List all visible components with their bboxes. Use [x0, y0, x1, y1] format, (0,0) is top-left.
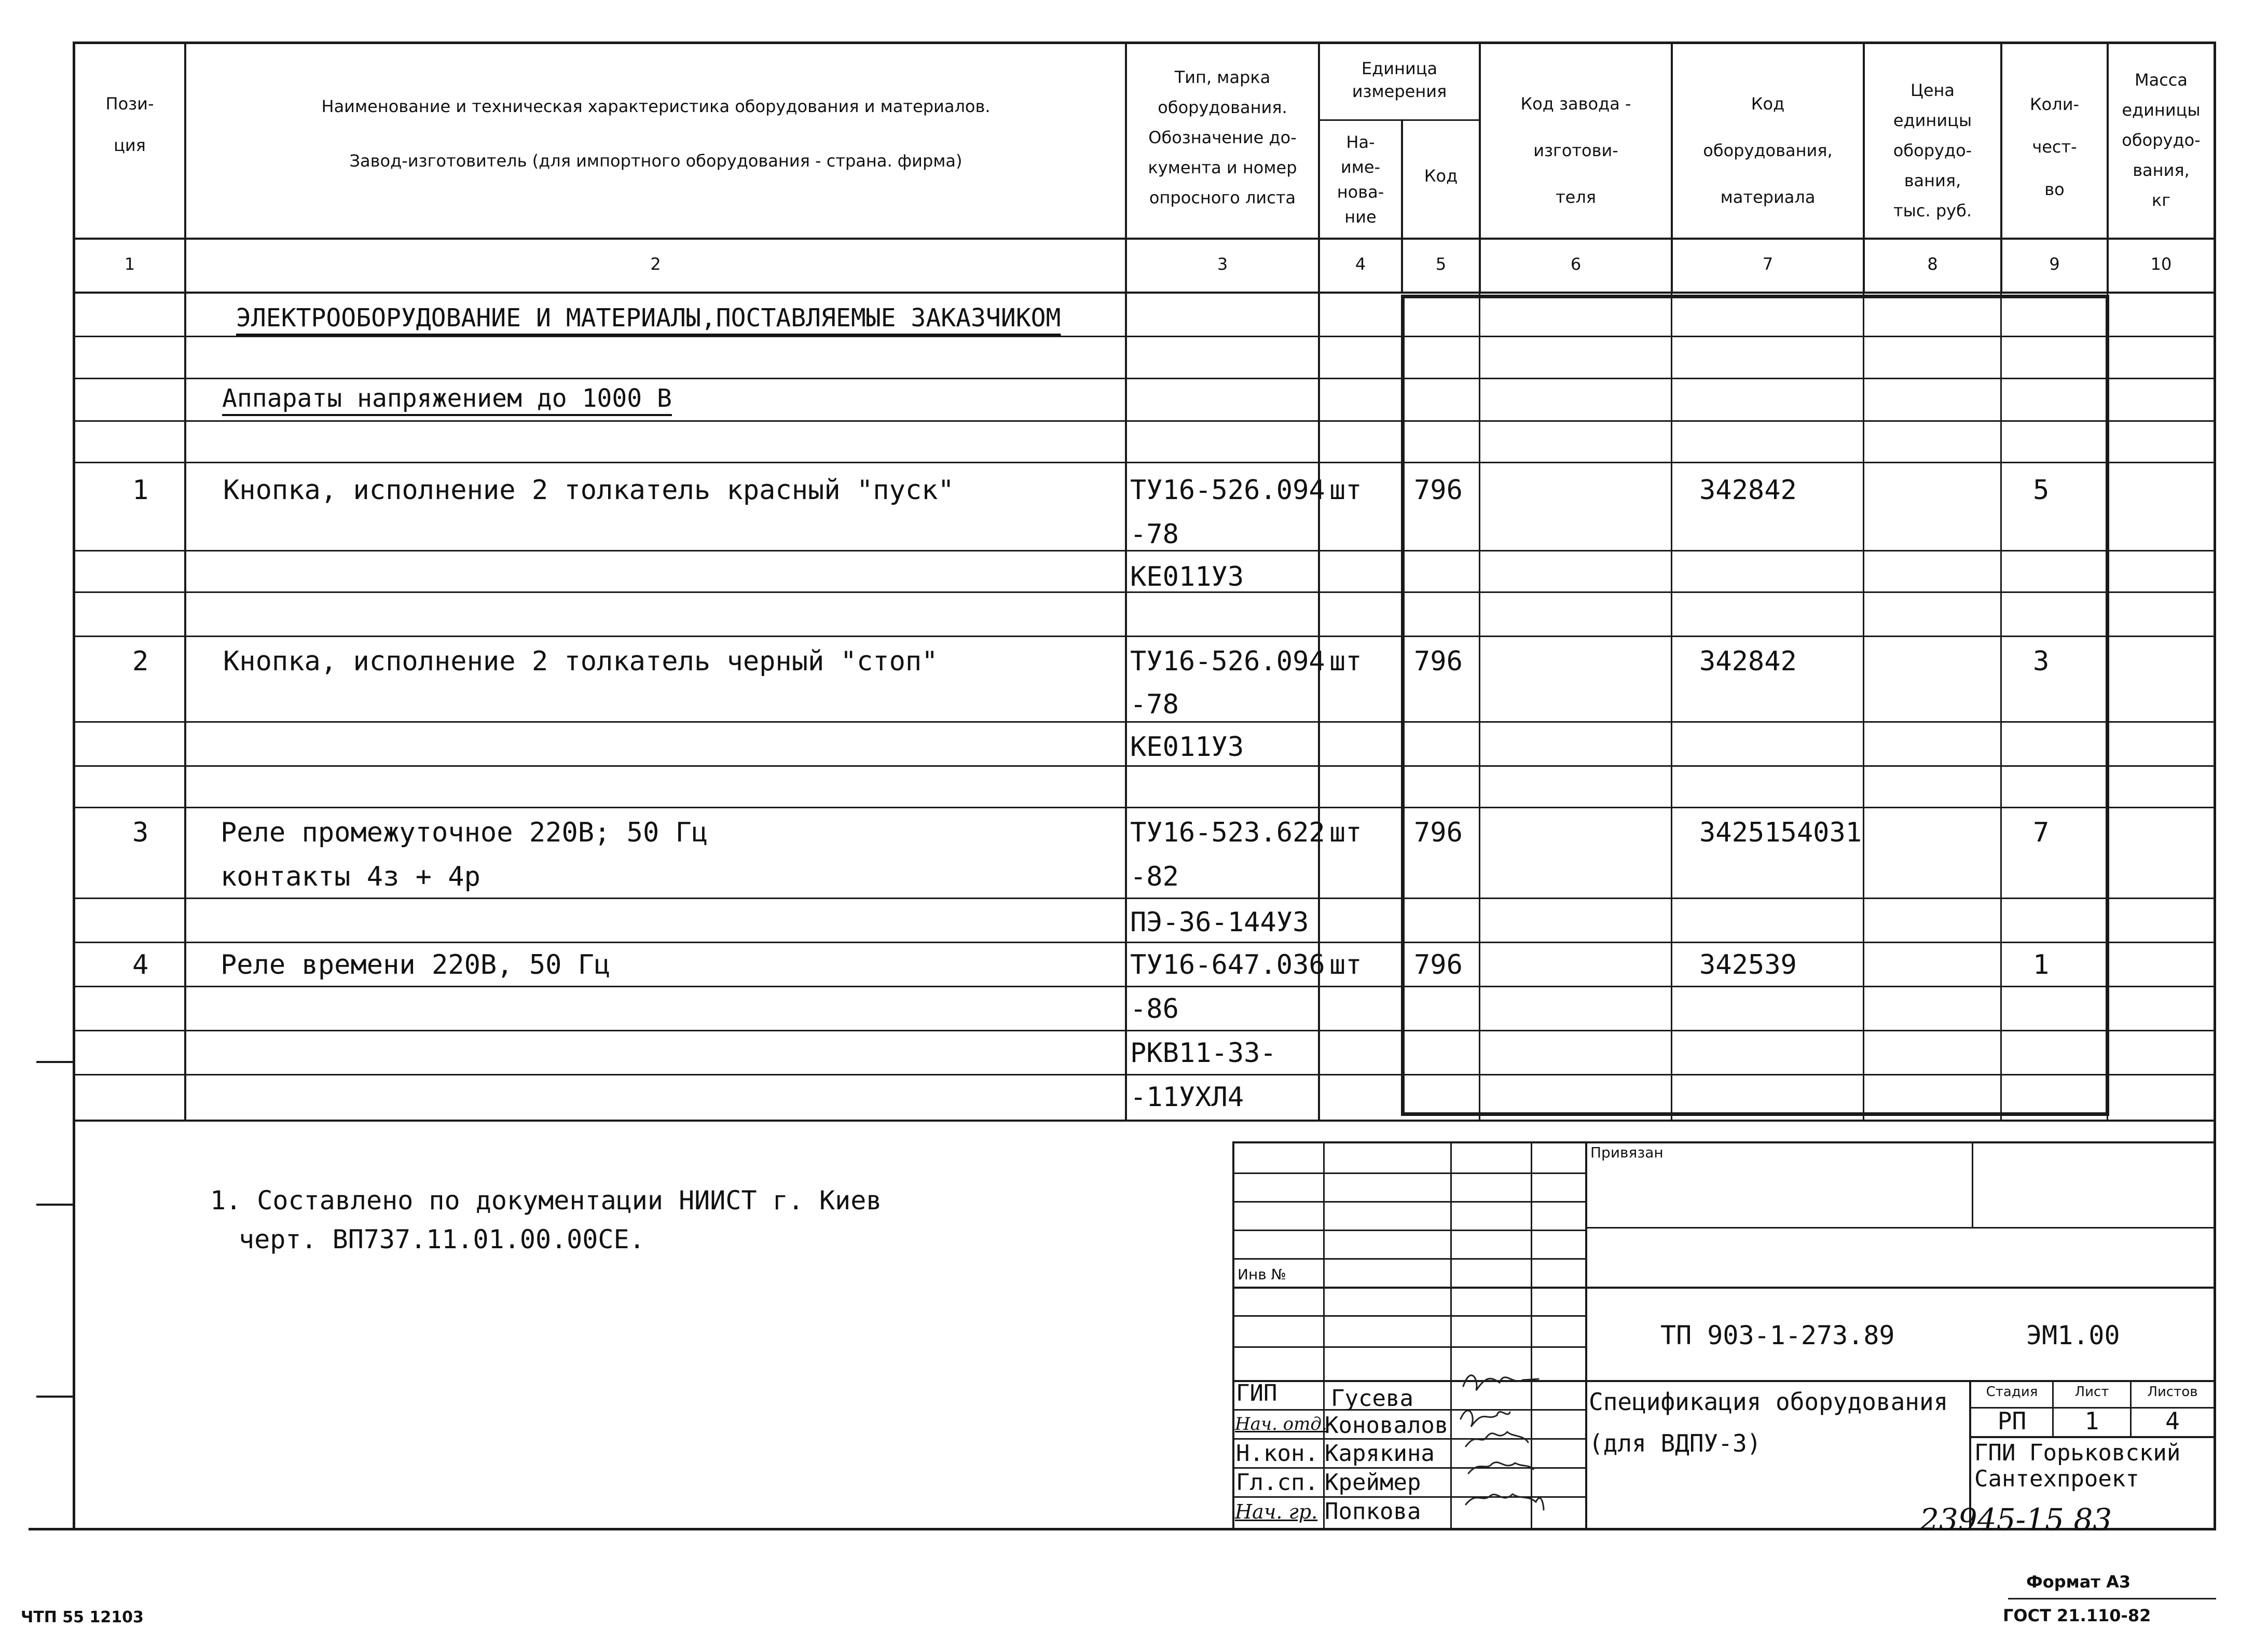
document-title: Спецификация оборудования	[1589, 1388, 1948, 1416]
inventory-number-label: Инв №	[1238, 1266, 1286, 1283]
row-type: -11УХЛ4	[1130, 1082, 1244, 1113]
row-type: КЕ011У3	[1130, 561, 1244, 592]
row-quantity: 7	[2033, 817, 2050, 848]
row-equipment-code: 3425154031	[1699, 817, 1862, 848]
column-number: 8	[1927, 254, 1938, 274]
signature-scribble	[1466, 1432, 1528, 1446]
stage-value: РП	[1997, 1407, 2027, 1435]
staff-role: ГИП	[1236, 1380, 1277, 1406]
row-name: Реле времени 220В, 50 Гц	[221, 949, 611, 981]
row-position: 4	[132, 949, 149, 981]
row-unit-code: 796	[1414, 949, 1463, 981]
row-quantity: 3	[2033, 646, 2050, 677]
header-maker-code: Код завода - изготови- теля	[1520, 94, 1631, 207]
row-unit: шт	[1329, 646, 1362, 677]
column-number: 4	[1355, 254, 1366, 274]
staff-role: Нач. отд.	[1235, 1414, 1327, 1434]
column-number: 1	[124, 254, 135, 274]
column-number: 5	[1435, 254, 1447, 274]
staff-role: Н.кон.	[1236, 1440, 1318, 1467]
header-unit: Единица измерения	[1352, 59, 1447, 101]
row-name: Реле промежуточное 220В; 50 Гц	[221, 817, 708, 848]
header-unit-code: Код	[1424, 166, 1458, 186]
staff-role: Нач. гр.	[1235, 1500, 1318, 1523]
section-subtitle: Аппараты напряжением до 1000 В	[222, 384, 672, 413]
sheets-value: 4	[2165, 1407, 2180, 1435]
header-mass: Масса единицы оборудо- вания, кг	[2122, 70, 2201, 210]
row-type: КЕ011У3	[1130, 732, 1244, 763]
row-name: контакты 4з + 4р	[221, 861, 480, 892]
staff-name: Креймер	[1325, 1469, 1421, 1496]
header-price: Цена единицы оборудо- вания, тыс. руб.	[1893, 80, 1972, 220]
row-equipment-code: 342539	[1699, 949, 1797, 981]
sheet-value: 1	[2084, 1407, 2099, 1435]
section-title: ЭЛЕКТРООБОРУДОВАНИЕ И МАТЕРИАЛЫ,ПОСТАВЛЯЕМЫЕ ЗАКАЗЧИКОМ	[236, 303, 1061, 333]
row-quantity: 5	[2033, 475, 2050, 506]
row-name: Кнопка, исполнение 2 толкатель красный "пуск"	[223, 475, 954, 506]
signature-scribble	[1463, 1375, 1538, 1390]
staff-name: Карякина	[1325, 1440, 1435, 1467]
row-position: 2	[132, 646, 149, 677]
row-unit: шт	[1329, 475, 1362, 506]
note-line: черт. ВП737.11.01.00.00СЕ.	[239, 1224, 645, 1254]
organization-line1: ГПИ Горьковский	[1974, 1440, 2181, 1466]
sheets-label: Листов	[2147, 1384, 2198, 1400]
column-number: 7	[1762, 254, 1774, 274]
gost-label: ГОСТ 21.110-82	[2003, 1606, 2151, 1625]
row-position: 3	[132, 817, 149, 848]
document-subtitle: (для ВДПУ-3)	[1589, 1429, 1762, 1457]
header-quantity: Коли- чест- во	[2029, 94, 2080, 199]
row-position: 1	[132, 475, 149, 506]
archive-number: 23945-15 83	[1920, 1502, 2112, 1537]
privyazan-label: Привязан	[1590, 1144, 1664, 1161]
header-position: Пози- ция	[105, 94, 154, 155]
staff-name: Коновалов	[1325, 1412, 1449, 1439]
staff-name: Гусева	[1331, 1385, 1413, 1412]
row-unit: шт	[1329, 817, 1362, 848]
header-name-line2: Завод-изготовитель (для импортного оборудования - страна. фирма)	[349, 151, 963, 171]
header-type: Тип, марка оборудования. Обозначение до- кумента и номер опросного листа	[1148, 67, 1297, 208]
row-type: РКВ11-33-	[1130, 1038, 1276, 1069]
row-equipment-code: 342842	[1699, 646, 1797, 677]
row-type: -82	[1130, 861, 1179, 892]
header-equipment-code: Код оборудования, материала	[1703, 94, 1833, 207]
signatures	[1450, 1354, 1585, 1530]
staff-name: Попкова	[1325, 1498, 1421, 1525]
column-number: 2	[650, 254, 661, 274]
header-unit-name: На- име- нова- ние	[1337, 132, 1384, 227]
row-unit-code: 796	[1414, 817, 1463, 848]
column-number: 3	[1217, 254, 1228, 274]
header-name-line1: Наименование и техническая характеристика оборудования и материалов.	[321, 96, 991, 116]
row-unit: шт	[1329, 949, 1362, 981]
column-number: 9	[2049, 254, 2060, 274]
row-equipment-code: 342842	[1699, 475, 1797, 506]
staff-role: Гл.сп.	[1236, 1469, 1318, 1496]
stage-label: Стадия	[1986, 1384, 2038, 1400]
signature-scribble	[1468, 1462, 1533, 1473]
column-number: 6	[1570, 254, 1582, 274]
row-unit-code: 796	[1414, 475, 1463, 506]
document-code: ЭМ1.00	[2026, 1320, 2120, 1350]
row-unit-code: 796	[1414, 646, 1463, 677]
row-type: -78	[1130, 519, 1179, 550]
row-type: -78	[1130, 689, 1179, 720]
left-stamp: ЧТП 55 12103	[21, 1608, 144, 1626]
signature-scribble	[1466, 1494, 1544, 1510]
row-type: ТУ16-647.036	[1130, 949, 1325, 981]
row-type: ТУ16-526.094	[1130, 646, 1325, 677]
row-name: Кнопка, исполнение 2 толкатель черный "стоп"	[223, 646, 938, 677]
document-number: ТП 903-1-273.89	[1660, 1320, 1895, 1350]
column-number: 10	[2150, 254, 2172, 274]
note-line: 1. Составлено по документации НИИСТ г. Киев	[210, 1185, 882, 1216]
row-type: ТУ16-526.094	[1130, 475, 1325, 506]
signature-scribble	[1461, 1411, 1510, 1427]
row-quantity: 1	[2033, 949, 2050, 981]
sheet-label: Лист	[2074, 1384, 2109, 1400]
format-label: Формат А3	[2026, 1572, 2131, 1592]
row-type: ТУ16-523.622	[1130, 817, 1325, 848]
organization-line2: Сантехпроект	[1974, 1466, 2139, 1492]
row-type: -86	[1130, 994, 1179, 1025]
row-type: ПЭ-36-144У3	[1130, 907, 1309, 938]
